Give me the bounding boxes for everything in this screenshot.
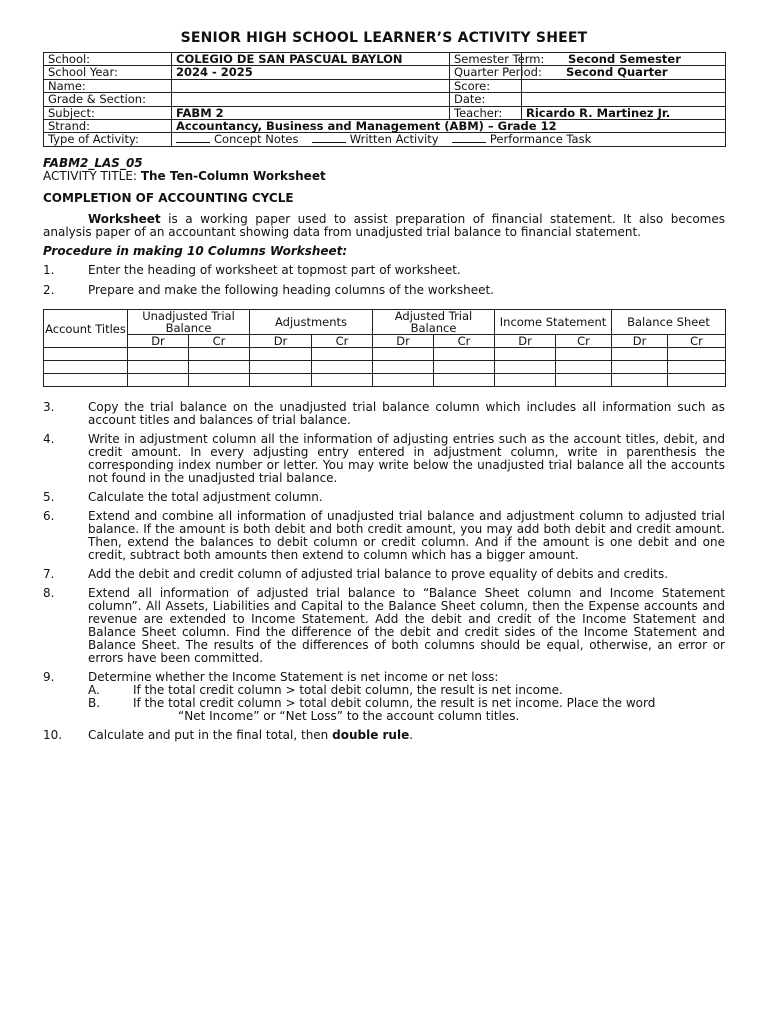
step-number: 7. — [43, 567, 55, 581]
score-field[interactable] — [522, 79, 726, 92]
document-body — [43, 157, 725, 742]
dr-header: Dr — [373, 335, 434, 348]
activity-title-value: The Ten-Column Worksheet — [140, 169, 326, 183]
name-field[interactable] — [172, 79, 450, 92]
step-item — [43, 587, 725, 665]
activity-code: FABM2_LAS_05 — [43, 156, 143, 170]
step-text: Extend and combine all information of unadjusted trial balance and adjustment column to adjusted trial balance. If the amount is both debit and both credit amount, you may add both debit and credit amount. Then, extend the balances to debit column or credit column. And if the amount is one debit and one credit, subtract both amounts then extend to column which has a bigger amount. — [88, 509, 725, 562]
step-item — [43, 491, 725, 504]
teacher-label: Teacher: — [450, 106, 522, 119]
activity-title-label: ACTIVITY TITLE: — [43, 169, 137, 183]
blank-line[interactable] — [176, 133, 210, 143]
step-number: 5. — [43, 490, 55, 504]
date-label: Date: — [450, 93, 522, 106]
school-value: COLEGIO DE SAN PASCUAL BAYLON — [172, 53, 450, 66]
worksheet-table — [43, 309, 726, 387]
blank-line[interactable] — [312, 133, 346, 143]
teacher-value: Ricardo R. Martinez Jr. — [522, 106, 726, 119]
step-item — [43, 568, 725, 581]
step-text-end: . — [409, 728, 414, 742]
step-item — [43, 264, 725, 277]
dr-header: Dr — [250, 335, 312, 348]
step-text-bold: double rule — [332, 728, 410, 742]
worksheet-row — [44, 348, 726, 361]
sub-letter: B. — [88, 696, 101, 710]
school-year-value: 2024 - 2025 — [172, 66, 450, 79]
section-heading: COMPLETION OF ACCOUNTING CYCLE — [43, 191, 294, 205]
cr-header: Cr — [434, 335, 495, 348]
activity-type-label: Type of Activity: — [44, 133, 172, 146]
activity-type-options — [172, 133, 726, 146]
option-concept-notes: Concept Notes — [214, 132, 299, 147]
blank-line[interactable] — [452, 133, 486, 143]
subject-label: Subject: — [44, 106, 172, 119]
group-header: Income Statement — [495, 310, 612, 335]
cr-header: Cr — [556, 335, 612, 348]
step-number: 4. — [43, 432, 55, 446]
dr-header: Dr — [495, 335, 556, 348]
step-number: 8. — [43, 586, 55, 600]
step-number: 3. — [43, 400, 55, 414]
name-label: Name: — [44, 79, 172, 92]
step-text-block — [88, 671, 725, 723]
cr-header: Cr — [668, 335, 726, 348]
quarter-value: Second Quarter — [522, 66, 726, 79]
semester-label: Semester Term: — [450, 53, 522, 66]
score-label: Score: — [450, 79, 522, 92]
subject-value: FABM 2 — [172, 106, 450, 119]
step-number: 6. — [43, 509, 55, 523]
step-item — [43, 729, 725, 742]
step-text: Add the debit and credit column of adjusted trial balance to prove equality of debits and credits. — [88, 567, 669, 581]
quarter-label: Quarter Period: — [450, 66, 522, 79]
school-label: School: — [44, 53, 172, 66]
option-written-activity: Written Activity — [349, 132, 439, 147]
step-item — [43, 671, 725, 723]
intro-text: is a working paper used to assist preparation of financial statement. It also becomes analysis paper of an accountant showing data from unadjusted trial balance to financial statement. — [43, 212, 725, 239]
info-table — [43, 52, 726, 147]
school-year-label: School Year: — [44, 66, 172, 79]
step-text-block — [88, 729, 725, 742]
dr-header: Dr — [612, 335, 668, 348]
activity-title-line — [43, 170, 725, 183]
step-text: Write in adjustment column all the information of adjusting entries such as the account titles, debit, and credit amount. In every adjusting entry entered in adjustment column, write in parenthesis the corresponding index number or letter. You may write below the unadjusted trial balance all the accounts not found in the unadjusted trial balance. — [88, 432, 725, 485]
worksheet-row — [44, 361, 726, 374]
strand-value: Accountancy, Business and Management (ABM) – Grade 12 — [172, 120, 726, 133]
sub-text: If the total credit column > total debit column, the result is net income. Place the word — [133, 696, 656, 710]
strand-label: Strand: — [44, 120, 172, 133]
worksheet-row — [44, 374, 726, 387]
step-text: Extend all information of adjusted trial balance to “Balance Sheet column and Income Statement column”. All Assets, Liabilities and Capital to the Balance Sheet column, then the Expense accounts and revenue are extended to Income Statement. Add the debit and credit of the Income Statement and Balance Sheet column. Find the difference of the debit and credit sides of the Income Statement and Balance Sheet. The results of the differences of both columns should be equal, otherwise, an error or errors have been committed. — [88, 586, 725, 665]
step-text: Determine whether the Income Statement is net income or net loss: — [88, 670, 499, 684]
group-header: Balance Sheet — [612, 310, 726, 335]
option-performance-task: Performance Task — [489, 132, 592, 147]
step-text: Calculate the total adjustment column. — [88, 490, 323, 504]
group-header: Adjustments — [250, 310, 373, 335]
sub-text: If the total credit column > total debit column, the result is net income. — [133, 683, 563, 697]
step-number: 2. — [43, 283, 55, 297]
group-header: Adjusted Trial Balance — [373, 310, 495, 335]
step-item — [43, 284, 725, 297]
sub-letter: A. — [88, 683, 100, 697]
grade-section-field[interactable] — [172, 93, 450, 106]
procedure-heading: Procedure in making 10 Columns Worksheet: — [43, 244, 348, 258]
step-text: Copy the trial balance on the unadjusted trial balance column which includes all information such as account titles and balances of trial balance. — [88, 400, 725, 427]
cr-header: Cr — [312, 335, 373, 348]
date-field[interactable] — [522, 93, 726, 106]
step-text: Enter the heading of worksheet at topmost part of worksheet. — [88, 263, 461, 277]
step-text: Calculate and put in the final total, then — [88, 728, 333, 742]
step-item — [43, 433, 725, 485]
intro-paragraph — [43, 213, 725, 239]
page-title: SENIOR HIGH SCHOOL LEARNER’S ACTIVITY SHEET — [180, 30, 588, 46]
step-number: 1. — [43, 263, 55, 277]
step-number: 9. — [43, 670, 55, 684]
group-header: Unadjusted Trial Balance — [128, 310, 250, 335]
step-item — [43, 510, 725, 562]
grade-section-label: Grade & Section: — [44, 93, 172, 106]
sub-tail: “Net Income” or “Net Loss” to the account column titles. — [178, 709, 520, 723]
dr-header: Dr — [128, 335, 189, 348]
intro-term: Worksheet — [88, 212, 161, 226]
step-text: Prepare and make the following heading columns of the worksheet. — [88, 283, 494, 297]
step-item — [43, 401, 725, 427]
account-titles-header: Account Titles — [44, 310, 128, 348]
step-number: 10. — [43, 728, 63, 742]
semester-value: Second Semester — [522, 53, 726, 66]
cr-header: Cr — [189, 335, 250, 348]
